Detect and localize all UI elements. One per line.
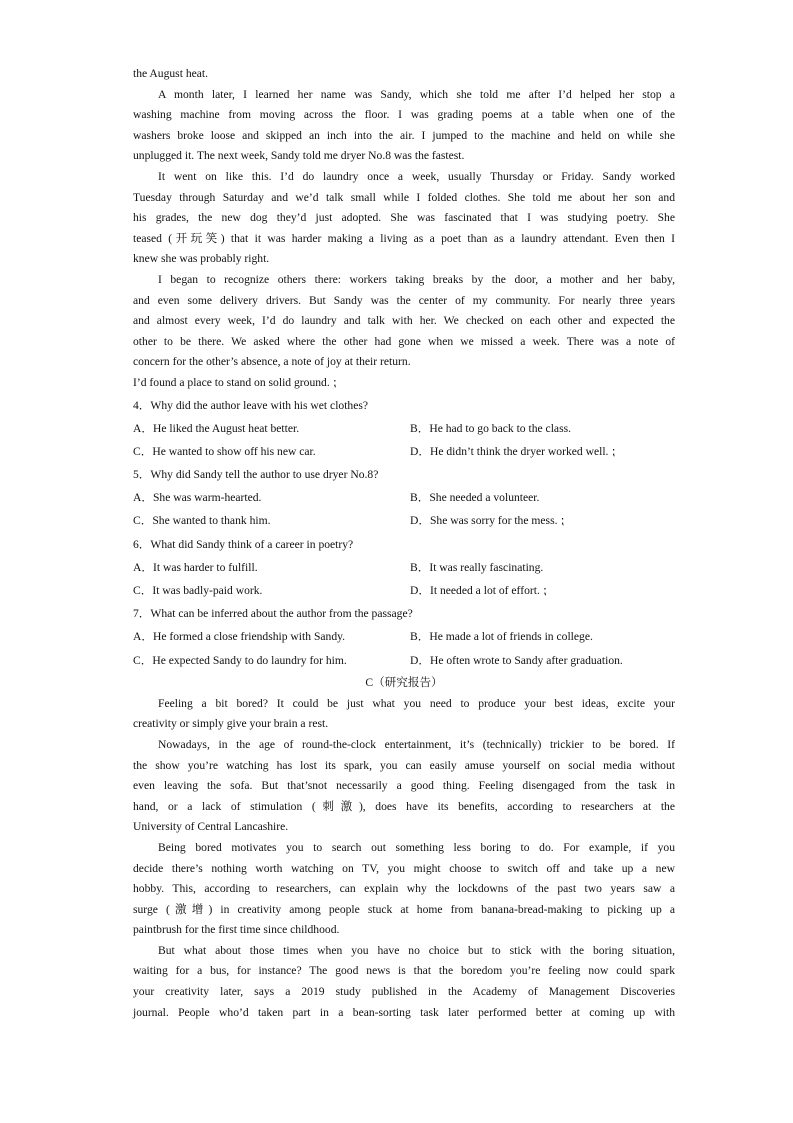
question-stem: 7．What can be inferred about the author from the passage? (133, 607, 413, 621)
text-line: other to be there. We asked where the other had gone when we missed a week. There was a note of (133, 334, 675, 348)
text-line: I’d found a place to stand on solid ground. ⁏ (133, 375, 337, 389)
document-page (133, 64, 675, 1023)
text-line: hand, or a lack of stimulation (刺激), does have its benefits, according to researchers at the (133, 799, 675, 813)
text-line: It went on like this. I’d do laundry once a week, usually Thursday or Friday. Sandy worked (158, 169, 675, 183)
questions-block (133, 394, 675, 672)
options-row (133, 556, 675, 579)
option-d: D．He often wrote to Sandy after graduation. (410, 653, 623, 667)
question-stem: 6．What did Sandy think of a career in poetry? (133, 537, 354, 551)
text-line: and almost every week, I’d do laundry and talk with her. We checked on each other and expected the (133, 314, 675, 328)
text-line: University of Central Lancashire. (133, 820, 289, 834)
text-line: the August heat. (133, 67, 209, 80)
option-b: B．He had to go back to the class. (410, 421, 571, 435)
text-line: I began to recognize others there: workers taking breaks by the door, a mother and her baby, (158, 272, 675, 286)
question-stem: 5．Why did Sandy tell the author to use dryer No.8? (133, 468, 379, 482)
text-line: decide there’s nothing worth watching on TV, you might choose to switch off and take up a new (133, 861, 675, 875)
question-stem: 4．Why did the author leave with his wet clothes? (133, 398, 369, 412)
text-line: waiting for a bus, for instance? The good news is that the boredom you’re feeling now could spark (133, 964, 675, 978)
text-line: even leaving the sofa. But that’snot necessarily a good thing. Feeling disengaged from the task in (133, 779, 675, 793)
option-d: D．She was sorry for the mess. ⁏ (410, 514, 565, 528)
section-heading: C（研究报告） (365, 675, 443, 689)
text-line: knew she was probably right. (133, 252, 270, 266)
text-line: journal. People who’d taken part in a bean-sorting task later performed better at coming up with (133, 1005, 675, 1019)
options-row (133, 625, 675, 648)
text-line: washing machine from moving across the floor. I was grading poems at a table when one of the (133, 108, 675, 122)
option-c: C．He wanted to show off his new car. (133, 444, 316, 458)
text-line: his grades, the new dog they’d just adopted. She was fascinated that I was studying poetry. She (133, 211, 675, 225)
text-line: washers broke loose and skipped an inch into the air. I jumped to the machine and held on while she (133, 128, 675, 142)
options-row (133, 440, 675, 463)
text-line: teased (开玩笑) that it was harder making a living as a poet than as a laundry attendant. Even then I (133, 231, 675, 245)
option-a: A．It was harder to fulfill. (133, 560, 258, 574)
text-line: Feeling a bit bored? It could be just what you need to produce your best ideas, excite your (158, 696, 675, 710)
options-row (133, 649, 675, 672)
text-line: surge (激增) in creativity among people stuck at home from banana-bread-making to picking up a (133, 902, 675, 916)
option-c: C．She wanted to thank him. (133, 514, 271, 528)
text-line: But what about those times when you have no choice but to stick with the boring situation, (158, 943, 675, 957)
options-row (133, 486, 675, 509)
text-line: A month later, I learned her name was Sandy, which she told me after I’d helped her stop a (158, 87, 675, 101)
options-row (133, 509, 675, 532)
options-row (133, 579, 675, 602)
option-d: D．It needed a lot of effort. ⁏ (410, 584, 547, 597)
text-line: hobby. This, according to researchers, can explain why the lockdowns of the past two years saw a (133, 882, 675, 896)
options-row (133, 417, 675, 440)
option-b: B．She needed a volunteer. (410, 491, 540, 505)
text-line: Nowadays, in the age of round-the-clock entertainment, it’s (technically) trickier to be bored. If (158, 737, 675, 751)
text-line: and even some delivery drivers. But Sandy was the center of my community. For nearly three years (133, 293, 675, 307)
passage-b-tail (133, 64, 675, 394)
text-line: your creativity later, says a 2019 study published in the Academy of Management Discoveries (133, 985, 675, 999)
option-c: C．He expected Sandy to do laundry for him. (133, 653, 347, 667)
text-line: concern for the other’s absence, a note of joy at their return. (133, 355, 411, 369)
option-b: B．It was really fascinating. (410, 560, 544, 574)
text-line: creativity or simply give your brain a rest. (133, 717, 329, 731)
text-line: Tuesday through Saturday and we’d talk small while I folded clothes. She told me about her son and (133, 190, 675, 204)
text-line: unplugged it. The next week, Sandy told me dryer No.8 was the fastest. (133, 149, 465, 163)
option-d: D．He didn’t think the dryer worked well. ⁏ (410, 444, 616, 458)
option-b: B．He made a lot of friends in college. (410, 630, 593, 644)
option-a: A．He formed a close friendship with Sandy. (133, 630, 346, 644)
option-a: A．He liked the August heat better. (133, 421, 300, 435)
text-line: the show you’re watching has lost its spark, you can easily amuse yourself on social media without (133, 758, 675, 772)
text-line: Being bored motivates you to search out something less boring to do. For example, if you (158, 840, 675, 854)
passage-c (133, 694, 675, 1024)
option-a: A．She was warm-hearted. (133, 491, 262, 505)
text-line: paintbrush for the first time since childhood. (133, 923, 340, 937)
option-c: C．It was badly-paid work. (133, 584, 263, 597)
